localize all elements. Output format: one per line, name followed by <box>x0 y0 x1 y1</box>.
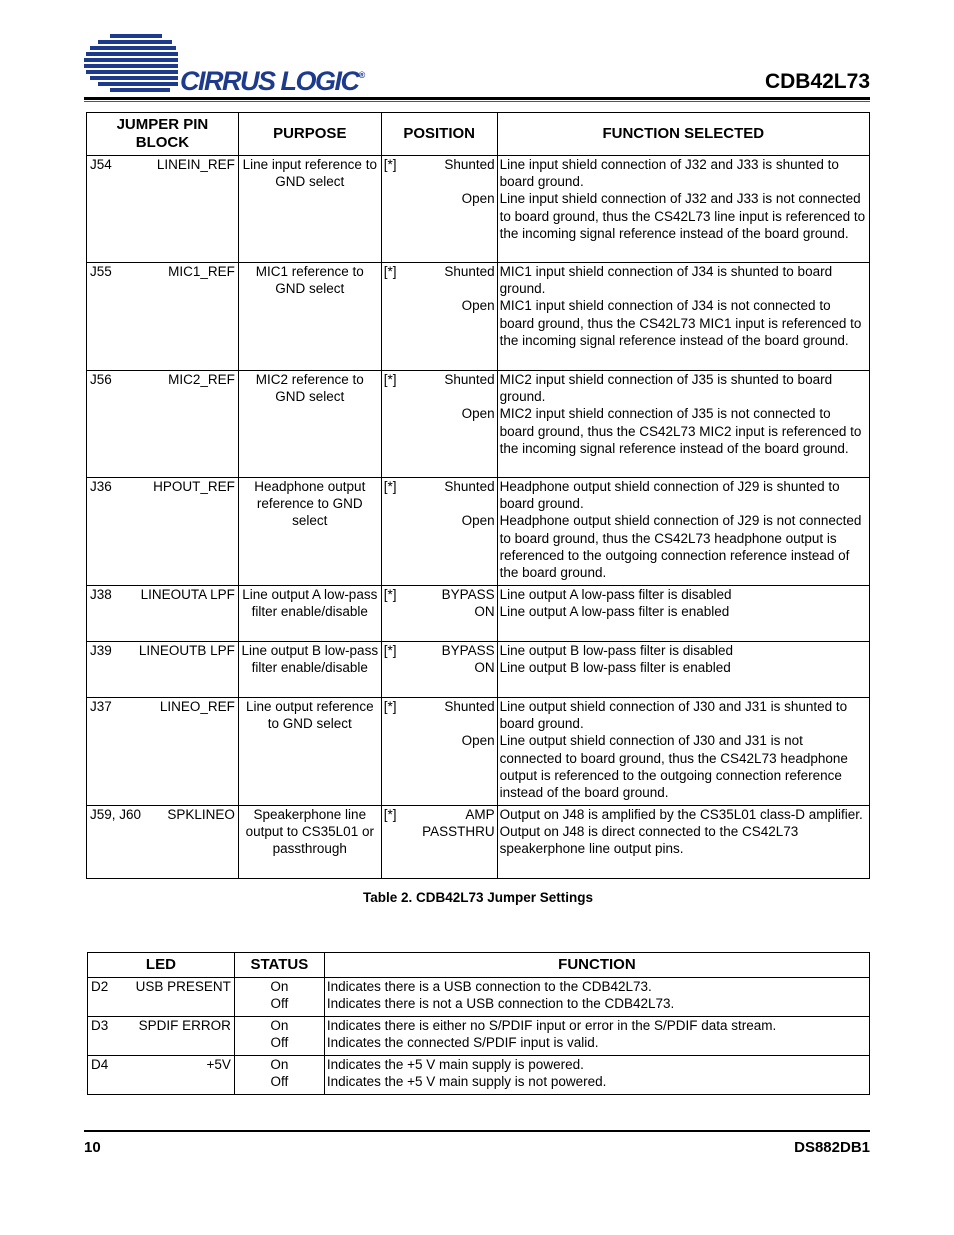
page-number: 10 <box>84 1139 101 1156</box>
purpose-cell: Speakerphone line output to CS35L01 or passthrough <box>238 806 381 879</box>
jumper-name: LINEO_REF <box>159 699 235 714</box>
function-text: MIC1 input shield connection of J34 is shunted to board ground. <box>499 264 833 297</box>
position-value: ON <box>474 660 495 676</box>
jumper-pin-block-cell <box>87 806 239 879</box>
function-text: Line output A low-pass filter is enabled <box>499 604 730 620</box>
jumper-name: MIC1_REF <box>168 264 235 279</box>
purpose-cell: Line output B low-pass filter enable/disable <box>238 642 381 698</box>
purpose-cell: Line output A low-pass filter enable/disable <box>238 586 381 642</box>
position-cell <box>381 806 497 879</box>
function-text: Headphone output shield connection of J29 is shunted to board ground. <box>499 479 840 512</box>
position-value: BYPASS <box>441 587 495 602</box>
jumper-name: HPOUT_REF <box>153 479 235 494</box>
position-line <box>384 806 495 823</box>
column-header: PURPOSE <box>238 113 381 156</box>
document-id: DS882DB1 <box>794 1139 870 1156</box>
led-name: USB PRESENT <box>135 979 231 994</box>
jumper-pin-block-cell <box>87 371 239 478</box>
table-row <box>87 371 870 478</box>
position-line <box>384 405 495 422</box>
position-line <box>384 823 495 840</box>
status-value: Off <box>270 996 289 1012</box>
function-cell <box>497 478 869 586</box>
position-value: BYPASS <box>441 643 495 658</box>
function-text: Headphone output shield connection of J29 is not connected to board ground, thus the CS42L73 headphone output is referenced to the outgoing connection reference instead of the board ground. <box>499 513 862 581</box>
position-value: Shunted <box>444 479 495 494</box>
position-line <box>384 732 495 749</box>
position-line <box>384 190 495 207</box>
function-text: Indicates there is not a USB connection to the CDB42L73. <box>326 996 675 1012</box>
led-status-table <box>87 952 870 1095</box>
purpose-cell: MIC2 reference to GND select <box>238 371 381 478</box>
position-cell <box>381 371 497 478</box>
status-value: On <box>270 979 289 994</box>
jumper-id: J39 <box>90 643 112 658</box>
position-value: Shunted <box>444 372 495 387</box>
purpose-cell: Headphone output reference to GND select <box>238 478 381 586</box>
function-text: Line output A low-pass filter is disabled <box>499 587 732 602</box>
purpose-cell: Line output reference to GND select <box>238 698 381 806</box>
position-value: Open <box>461 298 495 314</box>
table-row <box>88 978 870 1017</box>
column-header: FUNCTION <box>324 953 869 978</box>
column-header: FUNCTION SELECTED <box>497 113 869 156</box>
position-line <box>384 512 495 529</box>
position-line <box>384 603 495 620</box>
jumper-id: J55 <box>90 264 112 279</box>
function-text: Indicates there is either no S/PDIF input or error in the S/PDIF data stream. <box>326 1018 777 1033</box>
table-row <box>87 642 870 698</box>
status-value: On <box>270 1018 289 1033</box>
default-marker: [*] <box>383 807 397 822</box>
table-row <box>88 1017 870 1056</box>
function-text: MIC2 input shield connection of J35 is not connected to board ground, thus the CS42L73 MIC2 input is referenced to the incoming signal reference instead of the board ground. <box>499 406 862 456</box>
position-cell <box>381 478 497 586</box>
default-marker: [*] <box>383 372 397 387</box>
table-header-row <box>87 113 870 156</box>
table-row <box>87 586 870 642</box>
jumper-pin-block-cell <box>87 642 239 698</box>
status-cell <box>234 978 324 1017</box>
function-cell <box>324 978 869 1017</box>
table-row <box>88 1056 870 1095</box>
table-row <box>87 478 870 586</box>
status-value: Off <box>270 1074 289 1090</box>
position-value: Open <box>461 406 495 422</box>
position-value: Shunted <box>444 699 495 714</box>
position-line <box>384 478 495 495</box>
header-rule-thin <box>84 101 870 102</box>
header-rule <box>84 97 870 100</box>
jumper-name: SPKLINEO <box>167 807 235 822</box>
led-cell <box>88 978 235 1017</box>
function-text: MIC2 input shield connection of J35 is shunted to board ground. <box>499 372 833 405</box>
position-line <box>384 263 495 280</box>
led-id: D4 <box>91 1057 109 1072</box>
led-id: D3 <box>91 1018 109 1033</box>
jumper-settings-table <box>86 112 870 879</box>
jumper-id: J37 <box>90 699 112 714</box>
position-value: AMP <box>465 807 495 822</box>
jumper-id: J54 <box>90 157 112 172</box>
jumper-name: LINEOUTA LPF <box>140 587 235 602</box>
jumper-pin-block-cell <box>87 698 239 806</box>
function-cell <box>497 642 869 698</box>
purpose-cell: MIC1 reference to GND select <box>238 263 381 371</box>
position-line <box>384 156 495 173</box>
position-cell <box>381 642 497 698</box>
function-text: Line output shield connection of J30 and J31 is not connected to board ground, thus the CS42L73 headphone output is referenced to the outgoing connection reference instead of the board ground. <box>499 733 848 801</box>
jumper-pin-block-cell <box>87 263 239 371</box>
position-line <box>384 698 495 715</box>
jumper-pin-block-cell <box>87 478 239 586</box>
column-header: POSITION <box>381 113 497 156</box>
default-marker: [*] <box>383 587 397 602</box>
function-cell <box>497 263 869 371</box>
logo-wordmark: CIRRUS LOGIC® <box>180 66 366 96</box>
jumper-id: J38 <box>90 587 112 602</box>
function-cell <box>324 1056 869 1095</box>
position-cell <box>381 156 497 263</box>
position-value: Shunted <box>444 157 495 172</box>
jumper-name: LINEIN_REF <box>156 157 235 172</box>
function-text: Output on J48 is direct connected to the CS42L73 speakerphone line output pins. <box>499 824 799 857</box>
position-value: PASSTHRU <box>422 824 495 840</box>
table-caption: Table 2. CDB42L73 Jumper Settings <box>362 890 594 905</box>
position-cell <box>381 263 497 371</box>
function-text: Indicates the connected S/PDIF input is valid. <box>326 1035 599 1051</box>
cirrus-logic-logo <box>84 30 366 96</box>
led-cell <box>88 1056 235 1095</box>
position-line <box>384 642 495 659</box>
table-row <box>87 263 870 371</box>
function-text: Line output B low-pass filter is enabled <box>499 660 731 676</box>
position-value: ON <box>474 604 495 620</box>
purpose-cell: Line input reference to GND select <box>238 156 381 263</box>
position-line <box>384 586 495 603</box>
column-header: LED <box>88 953 235 978</box>
column-header: JUMPER PIN BLOCK <box>87 113 239 156</box>
table-row <box>87 806 870 879</box>
position-value: Shunted <box>444 264 495 279</box>
table-row <box>87 698 870 806</box>
jumper-id: J59, J60 <box>90 807 142 822</box>
document-title: CDB42L73 <box>764 70 870 93</box>
footer-rule <box>84 1130 870 1132</box>
position-value: Open <box>461 513 495 529</box>
led-id: D2 <box>91 979 109 994</box>
position-cell <box>381 586 497 642</box>
table-header-row <box>88 953 870 978</box>
function-text: Indicates the +5 V main supply is powered. <box>326 1057 584 1072</box>
position-line <box>384 371 495 388</box>
function-text: Output on J48 is amplified by the CS35L01 class-D amplifier. <box>499 807 863 822</box>
function-cell <box>497 156 869 263</box>
function-text: Indicates the +5 V main supply is not powered. <box>326 1074 607 1090</box>
function-cell <box>497 586 869 642</box>
default-marker: [*] <box>383 264 397 279</box>
led-cell <box>88 1017 235 1056</box>
default-marker: [*] <box>383 643 397 658</box>
status-value: On <box>270 1057 289 1072</box>
position-value: Open <box>461 191 495 207</box>
default-marker: [*] <box>383 157 397 172</box>
function-cell <box>497 806 869 879</box>
position-line <box>384 659 495 676</box>
led-name: SPDIF ERROR <box>138 1018 231 1033</box>
function-text: Line output B low-pass filter is disabled <box>499 643 734 658</box>
function-text: Line input shield connection of J32 and J33 is shunted to board ground. <box>499 157 839 190</box>
jumper-pin-block-cell <box>87 586 239 642</box>
position-line <box>384 297 495 314</box>
led-name: +5V <box>206 1057 231 1072</box>
table-row <box>87 156 870 263</box>
jumper-name: LINEOUTB LPF <box>138 643 235 658</box>
default-marker: [*] <box>383 479 397 494</box>
function-cell <box>497 698 869 806</box>
function-text: Line output shield connection of J30 and J31 is shunted to board ground. <box>499 699 848 732</box>
function-text: Indicates there is a USB connection to the CDB42L73. <box>326 979 652 994</box>
default-marker: [*] <box>383 699 397 714</box>
position-value: Open <box>461 733 495 749</box>
jumper-id: J36 <box>90 479 112 494</box>
function-cell <box>324 1017 869 1056</box>
jumper-pin-block-cell <box>87 156 239 263</box>
position-cell <box>381 698 497 806</box>
function-cell <box>497 371 869 478</box>
jumper-name: MIC2_REF <box>168 372 235 387</box>
jumper-id: J56 <box>90 372 112 387</box>
globe-logo-icon <box>84 32 194 94</box>
status-cell <box>234 1056 324 1095</box>
column-header: STATUS <box>234 953 324 978</box>
function-text: MIC1 input shield connection of J34 is not connected to board ground, thus the CS42L73 MIC1 input is referenced to the incoming signal reference instead of the board ground. <box>499 298 862 348</box>
function-text: Line input shield connection of J32 and J33 is not connected to board ground, thus the CS42L73 line input is referenced to the incoming signal reference instead of the board ground. <box>499 191 866 241</box>
status-cell <box>234 1017 324 1056</box>
status-value: Off <box>270 1035 289 1051</box>
